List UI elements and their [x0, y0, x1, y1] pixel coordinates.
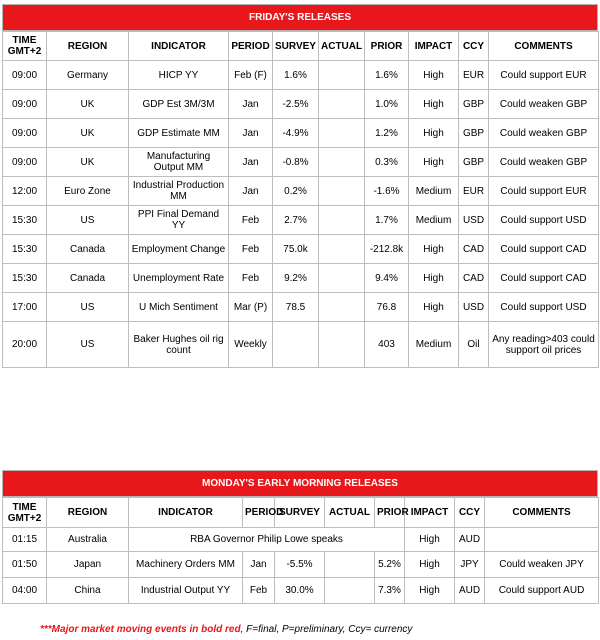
- cell-time: 15:30: [3, 206, 47, 235]
- cell-time: 12:00: [3, 177, 47, 206]
- cell-impact: High: [409, 293, 459, 322]
- friday-section: [2, 4, 598, 368]
- table-row: [3, 552, 599, 578]
- col-prior-header: PRIOR: [365, 32, 409, 61]
- table-row: [3, 322, 599, 368]
- cell-impact: High: [409, 61, 459, 90]
- table-row: [3, 235, 599, 264]
- cell-impact: High: [409, 119, 459, 148]
- col-region-header: REGION: [47, 32, 129, 61]
- cell-time: 01:15: [3, 528, 47, 552]
- cell-impact: High: [405, 552, 455, 578]
- cell-indicator: GDP Estimate MM: [129, 119, 229, 148]
- cell-period: Jan: [243, 552, 275, 578]
- cell-comments: Any reading>403 could support oil prices: [489, 322, 599, 368]
- cell-survey: 78.5: [273, 293, 319, 322]
- col-prior-header: PRIOR: [375, 498, 405, 528]
- cell-comments: Could support EUR: [489, 177, 599, 206]
- table-row: [3, 61, 599, 90]
- cell-prior: 7.3%: [375, 578, 405, 604]
- cell-prior: 403: [365, 322, 409, 368]
- cell-survey: -2.5%: [273, 90, 319, 119]
- cell-comments: Could weaken GBP: [489, 148, 599, 177]
- cell-region: Australia: [47, 528, 129, 552]
- cell-period: Feb: [229, 264, 273, 293]
- cell-region: UK: [47, 119, 129, 148]
- cell-ccy: Oil: [459, 322, 489, 368]
- cell-impact: Medium: [409, 322, 459, 368]
- cell-impact: High: [405, 528, 455, 552]
- cell-survey: 75.0k: [273, 235, 319, 264]
- col-comments-header: COMMENTS: [485, 498, 599, 528]
- cell-prior: 1.6%: [365, 61, 409, 90]
- cell-comments: Could weaken GBP: [489, 119, 599, 148]
- cell-indicator: PPI Final Demand YY: [129, 206, 229, 235]
- cell-impact: High: [409, 90, 459, 119]
- col-region-header: REGION: [47, 498, 129, 528]
- cell-ccy: USD: [459, 206, 489, 235]
- cell-period: Weekly: [229, 322, 273, 368]
- cell-time: 15:30: [3, 264, 47, 293]
- cell-actual: [319, 61, 365, 90]
- col-survey-header: SURVEY: [275, 498, 325, 528]
- cell-indicator: Industrial Production MM: [129, 177, 229, 206]
- cell-prior: 1.0%: [365, 90, 409, 119]
- cell-survey: -0.8%: [273, 148, 319, 177]
- cell-actual: [319, 293, 365, 322]
- cell-survey: 9.2%: [273, 264, 319, 293]
- cell-time: 09:00: [3, 61, 47, 90]
- cell-indicator: GDP Est 3M/3M: [129, 90, 229, 119]
- cell-indicator: HICP YY: [129, 61, 229, 90]
- cell-ccy: EUR: [459, 177, 489, 206]
- cell-indicator: Employment Change: [129, 235, 229, 264]
- cell-period: Feb: [229, 206, 273, 235]
- footnote-legend: , F=final, P=preliminary, Ccy= currency: [240, 624, 413, 635]
- col-comments-header: COMMENTS: [489, 32, 599, 61]
- col-period-header: PERIOD: [229, 32, 273, 61]
- cell-period: Feb: [243, 578, 275, 604]
- table-row: [3, 528, 599, 552]
- cell-comments: Could support USD: [489, 206, 599, 235]
- cell-actual: [319, 148, 365, 177]
- cell-time: 09:00: [3, 148, 47, 177]
- monday-table: [2, 497, 599, 604]
- cell-prior: 1.7%: [365, 206, 409, 235]
- cell-comments: Could support USD: [489, 293, 599, 322]
- col-impact-header: IMPACT: [409, 32, 459, 61]
- cell-region: China: [47, 578, 129, 604]
- cell-ccy: GBP: [459, 148, 489, 177]
- friday-table: [2, 31, 599, 368]
- cell-impact: High: [405, 578, 455, 604]
- cell-region: Germany: [47, 61, 129, 90]
- col-time-header: TIME GMT+2: [3, 32, 47, 61]
- cell-region: Canada: [47, 264, 129, 293]
- col-indicator-header: INDICATOR: [129, 32, 229, 61]
- cell-comments: Could support EUR: [489, 61, 599, 90]
- col-indicator-header: INDICATOR: [129, 498, 243, 528]
- table-row: [3, 148, 599, 177]
- footnote-bold-red: ***Major market moving events in bold red: [40, 624, 241, 635]
- cell-region: Canada: [47, 235, 129, 264]
- cell-actual: [319, 206, 365, 235]
- cell-actual: [319, 235, 365, 264]
- cell-comments: Could support CAD: [489, 264, 599, 293]
- cell-indicator: Machinery Orders MM: [129, 552, 243, 578]
- cell-prior: 5.2%: [375, 552, 405, 578]
- cell-region: US: [47, 206, 129, 235]
- cell-time: 01:50: [3, 552, 47, 578]
- cell-actual: [319, 90, 365, 119]
- cell-period: Jan: [229, 148, 273, 177]
- cell-prior: 76.8: [365, 293, 409, 322]
- cell-indicator: Manufacturing Output MM: [129, 148, 229, 177]
- cell-indicator: Baker Hughes oil rig count: [129, 322, 229, 368]
- cell-prior: -212.8k: [365, 235, 409, 264]
- cell-actual: [325, 578, 375, 604]
- cell-period: Jan: [229, 90, 273, 119]
- cell-time: 09:00: [3, 90, 47, 119]
- cell-comments: Could support AUD: [485, 578, 599, 604]
- cell-prior: 9.4%: [365, 264, 409, 293]
- cell-time: 04:00: [3, 578, 47, 604]
- cell-impact: High: [409, 148, 459, 177]
- cell-ccy: EUR: [459, 61, 489, 90]
- cell-actual: [319, 322, 365, 368]
- cell-ccy: JPY: [455, 552, 485, 578]
- col-ccy-header: CCY: [455, 498, 485, 528]
- cell-actual: [319, 264, 365, 293]
- cell-actual: [319, 177, 365, 206]
- col-survey-header: SURVEY: [273, 32, 319, 61]
- table-row: [3, 119, 599, 148]
- cell-region: Euro Zone: [47, 177, 129, 206]
- cell-ccy: CAD: [459, 264, 489, 293]
- footnote: [40, 624, 412, 635]
- cell-survey: 30.0%: [275, 578, 325, 604]
- table-row: [3, 264, 599, 293]
- cell-time: 15:30: [3, 235, 47, 264]
- cell-impact: Medium: [409, 177, 459, 206]
- cell-comments: [485, 528, 599, 552]
- cell-period: Jan: [229, 119, 273, 148]
- table-row: [3, 90, 599, 119]
- cell-survey: 0.2%: [273, 177, 319, 206]
- cell-region: UK: [47, 90, 129, 119]
- cell-prior: -1.6%: [365, 177, 409, 206]
- cell-region: Japan: [47, 552, 129, 578]
- cell-region: US: [47, 293, 129, 322]
- monday-title: MONDAY'S EARLY MORNING RELEASES: [2, 470, 598, 497]
- cell-impact: Medium: [409, 206, 459, 235]
- cell-prior: 0.3%: [365, 148, 409, 177]
- cell-ccy: USD: [459, 293, 489, 322]
- friday-header-row: [3, 32, 599, 61]
- cell-period: Mar (P): [229, 293, 273, 322]
- cell-ccy: CAD: [459, 235, 489, 264]
- col-actual-header: ACTUAL: [325, 498, 375, 528]
- col-time-header: TIME GMT+2: [3, 498, 47, 528]
- cell-region: UK: [47, 148, 129, 177]
- cell-ccy: AUD: [455, 578, 485, 604]
- cell-period: Jan: [229, 177, 273, 206]
- friday-title: FRIDAY'S RELEASES: [2, 4, 598, 31]
- cell-indicator: U Mich Sentiment: [129, 293, 229, 322]
- cell-time: 17:00: [3, 293, 47, 322]
- cell-actual: [325, 552, 375, 578]
- cell-actual: [319, 119, 365, 148]
- cell-time: 20:00: [3, 322, 47, 368]
- cell-ccy: AUD: [455, 528, 485, 552]
- monday-header-row: [3, 498, 599, 528]
- cell-indicator: Unemployment Rate: [129, 264, 229, 293]
- cell-survey: -5.5%: [275, 552, 325, 578]
- col-impact-header: IMPACT: [405, 498, 455, 528]
- cell-prior: 1.2%: [365, 119, 409, 148]
- cell-impact: High: [409, 264, 459, 293]
- cell-survey: [273, 322, 319, 368]
- cell-comments: Could support CAD: [489, 235, 599, 264]
- cell-ccy: GBP: [459, 119, 489, 148]
- cell-survey: 1.6%: [273, 61, 319, 90]
- cell-region: US: [47, 322, 129, 368]
- col-actual-header: ACTUAL: [319, 32, 365, 61]
- monday-section: [2, 470, 598, 604]
- cell-survey: 2.7%: [273, 206, 319, 235]
- cell-comments: Could weaken JPY: [485, 552, 599, 578]
- col-ccy-header: CCY: [459, 32, 489, 61]
- cell-ccy: GBP: [459, 90, 489, 119]
- cell-comments: Could weaken GBP: [489, 90, 599, 119]
- table-row: [3, 206, 599, 235]
- table-row: [3, 578, 599, 604]
- cell-survey: -4.9%: [273, 119, 319, 148]
- cell-indicator: RBA Governor Philip Lowe speaks: [129, 528, 405, 552]
- col-period-header: PERIOD: [243, 498, 275, 528]
- cell-impact: High: [409, 235, 459, 264]
- cell-period: Feb: [229, 235, 273, 264]
- cell-period: Feb (F): [229, 61, 273, 90]
- cell-indicator: Industrial Output YY: [129, 578, 243, 604]
- table-row: [3, 293, 599, 322]
- table-row: [3, 177, 599, 206]
- cell-time: 09:00: [3, 119, 47, 148]
